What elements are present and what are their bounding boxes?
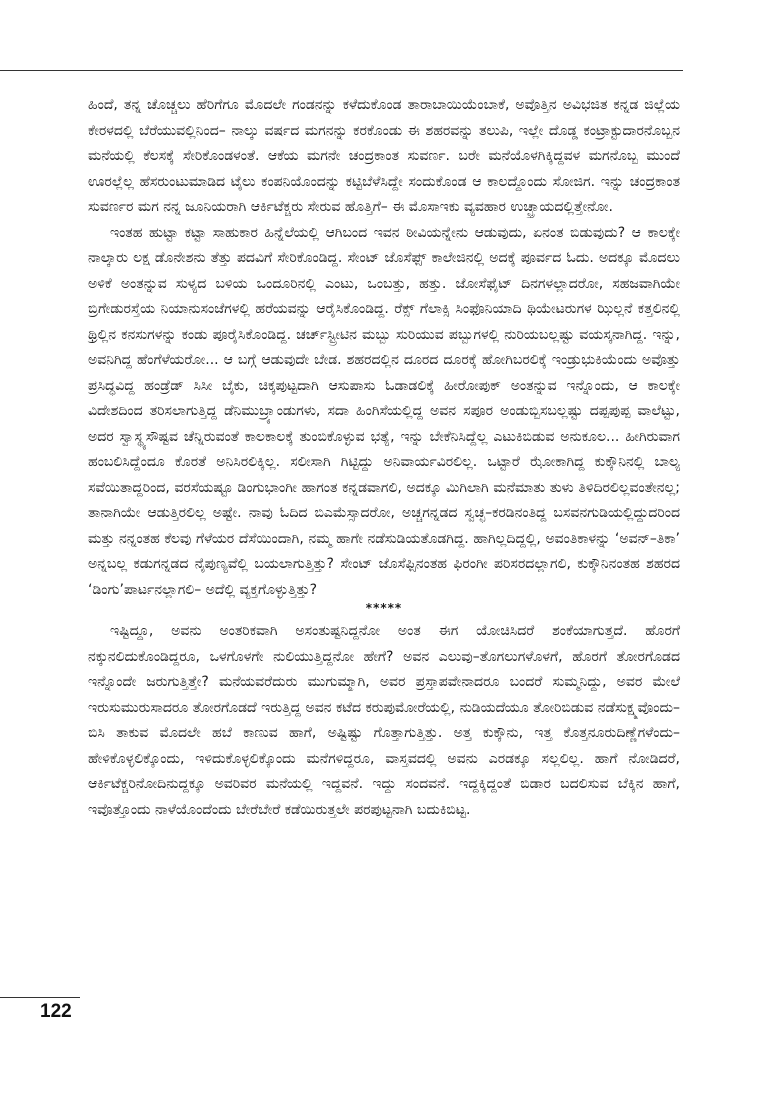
header-rule (0, 70, 683, 71)
body-text (88, 93, 680, 823)
paragraph-2: ಇಂತಹ ಹುಟ್ಟಾ ಕಟ್ಟಾ ಸಾಹುಕಾರ ಹಿನ್ನೆಲೆಯಲ್ಲಿ ಆಗಿಬಂದ ಇವನ ಠೀವಿಯನ್ನೇನು ಆಡುವುದು, ಏನಂತ ಬಿಡುವುದು? ಆ ಕಾಲಕ್ಕೇ ನಾಲ್ಕಾರು ಲಕ್ಷ ಡೊನೇಶನು ತೆತ್ತು ಪದವಿಗೆ ಸೇರಿಕೊಂಡಿದ್ದ. ಸೇಂಟ್ ಜೊಸೆಫ್ಸ್ ಕಾಲೇಜಿನಲ್ಲಿ ಅದಕ್ಕೆ ಪೂರ್ವದ ಓದು. ಅದಕ್ಕೂ ಮೊದಲು ಅಳಿಕೆ ಅಂತನ್ನುವ ಸುಳ್ಯದ ಬಳಿಯ ಒಂದೂರಿನಲ್ಲಿ ಎಂಟು, ಒಂಬತ್ತು, ಹತ್ತು. ಜೋಸೆಫೈಟ್ ದಿನಗಳಲ್ಲಾದರೋ, ಸಹಜವಾಗಿಯೇ ಬ್ರಿಗೇಡುರಸ್ತೆಯ ನಿಯಾನುಸಂಜೆಗಳಲ್ಲಿ ಹರೆಯವನ್ನು ಆರೈಸಿಕೊಂಡಿದ್ದ. ರೆಕ್ಸ್ ಗೆಲಾಕ್ಸಿ ಸಿಂಫೊನಿಯಾದಿ ಥಿಯೇಟರುಗಳ ಝಿಲ್ಲನೆ ಕತ್ತಲಿನಲ್ಲಿ ಥ್ರಿಲ್ಲಿನ ಕನಸುಗಳನ್ನು ಕಂಡು ಪೂರೈಸಿಕೊಂಡಿದ್ದ. ಚರ್ಚ್‌ಸ್ಟ್ರೀಟಿನ ಮಬ್ಬು ಸುರಿಯುವ ಪಬ್ಬುಗಳಲ್ಲಿ ನುರಿಯಬಲ್ಲಷ್ಟು ವಯಸ್ಕನಾಗಿದ್ದ. ಇನ್ನು, ಅವನಿಗಿದ್ದ ಹೆಂಗೆಳೆಯರೋ... ಆ ಬಗ್ಗೆ ಆಡುವುದೇ ಬೇಡ. ಶಹರದಲ್ಲಿನ ದೂರದ ದೂರಕ್ಕೆ ಹೋಗಿಬರಲಿಕ್ಕೆ ಇಂಡ್ರುಭುಕಿಯೆಂದು ಅವೊತ್ತು ಪ್ರಸಿದ್ಧವಿದ್ದ ಹಂಡ್ರೆಡ್ ಸಿಸೀ ಬೈಕು, ಚಿಕ್ಕಪುಟ್ಟದಾಗಿ ಆಸುಪಾಸು ಓಡಾಡಲಿಕ್ಕೆ ಹೀರೋಪುಕ್ ಅಂತನ್ನುವ ಇನ್ನೊಂದು, ಆ ಕಾಲಕ್ಕೇ ವಿದೇಶದಿಂದ ತರಿಸಲಾಗುತ್ತಿದ್ದ ಡೆನಿಮುಬ್ರ್ಯಾಂಡುಗಳು, ಸದಾ ಹಿಂಗಿಸೆಯಲ್ಲಿದ್ದ ಅವನ ಸಪೂರ ಅಂಡುಬ್ಬಿಸಬಲ್ಲಷ್ಟು ದಪ್ಪಪುಪ್ಪ ವಾಲೆಟ್ಟು, ಅದರ ಸ್ವಾಸ್ಥ್ಯಸೌಷ್ಟವ ಚೆನ್ನಿರುವಂತೆ ಕಾಲಕಾಲಕ್ಕೆ ತುಂಬಿಕೊಳ್ಳುವ ಭತ್ಯೆ, ಇನ್ನು ಬೇಕೆನಿಸಿದ್ದೆಲ್ಲ ಎಟುಕಿಬಿಡುವ ಅನುಕೂಲ... ಹೀಗಿರುವಾಗ ಹಂಬಲಿಸಿದ್ದೆಂದೂ ಕೊರತೆ ಅನಿಸಿರಲಿಕ್ಕಿಲ್ಲ. ಸಲೀಸಾಗಿ ಗಿಟ್ಟಿದ್ದು ಅನಿವಾರ್ಯವಿರಲಿಲ್ಲ. ಒಟ್ಟಾರೆ ಝೋಕಾಗಿದ್ದ ಕುಕ್ಕೌನಿನಲ್ಲಿ ಬಾಲ್ಯ ಸವೆಯಿತಾದ್ದರಿಂದ, ವರಸೆಯಷ್ಟೂ ಡಿಂಗುಭಾಂಗೀ ಹಾಗಂತ ಕನ್ನಡವಾಗಲಿ, ಅದಕ್ಕೂ ಮಿಗಿಲಾಗಿ ಮನೆಮಾತು ತುಳು ತಿಳಿದಿರಲಿಲ್ಲವಂತೇನಲ್ಲ; ತಾನಾಗಿಯೇ ಆಡುತ್ತಿರಲಿಲ್ಲ ಅಷ್ಟೇ. ನಾವು ಓದಿದ ಬಿಎಮೆಸ್ಸಾದರೋ, ಅಚ್ಚಗನ್ನಡದ ಸ್ವಚ್ಛ–ಕರಡಿನಂತಿದ್ದ ಬಸವನಗುಡಿಯಲ್ಲಿದ್ದುದರಿಂದ ಮತ್ತು ನನ್ನಂತಹ ಕೆಲವು ಗೆಳೆಯರ ದೆಸೆಯಿಂದಾಗಿ, ನಮ್ಮ ಹಾಗೇ ನಡೆಸುಡಿಯತೊಡಗಿದ್ದ. ಹಾಗಿಲ್ಲದಿದ್ದಲ್ಲಿ, ಅವಂತಿಕಾಳನ್ನು ‘ಅವನ್–ತಿಕಾ’ ಅನ್ನಬಲ್ಲ ಕಡುಗನ್ನಡದ ನೈಪುಣ್ಯವೆಲ್ಲಿ ಬಯಲಾಗುತ್ತಿತ್ತು? ಸೇಂಟ್ ಜೊಸೆಫ್ಸಿನಂತಹ ಫಿರಂಗೀ ಪರಿಸರದಲ್ಲಾಗಲಿ, ಕುಕ್ಕೌನಿನಂತಹ ಶಹರದ ‘ಡಿಂಗು’ಪಾರ್ಟನಲ್ಲಾಗಲಿ– ಅದೆಲ್ಲಿ ವ್ಯಕ್ತಗೊಳ್ಳುತ್ತಿತ್ತು? (88, 224, 680, 598)
paragraph-1: ಹಿಂದೆ, ತನ್ನ ಚೊಚ್ಚಲು ಹೆರಿಗೆಗೂ ಮೊದಲೇ ಗಂಡನನ್ನು ಕಳೆದುಕೊಂಡ ತಾರಾಬಾಯಿಯೆಂಬಾಕೆ, ಅವೊತ್ತಿನ ಅವಿಭಜಿತ ಕನ್ನಡ ಜಿಲ್ಲೆಯ ಕೇರಳದಲ್ಲಿ ಬೆರೆಯುವಲ್ಲಿನಿಂದ– ನಾಲ್ಕು ವರ್ಷದ ಮಗನನ್ನು ಕರಕೊಂಡು ಈ ಶಹರವನ್ನು ತಲುಪಿ, ಇಲ್ಲೇ ದೊಡ್ಡ ಕಂಟ್ರಾಕ್ಟುದಾರನೊಬ್ಬನ ಮನೆಯಲ್ಲಿ ಕೆಲಸಕ್ಕೆ ಸೇರಿಕೊಂಡಳಂತೆ. ಆಕೆಯ ಮಗನೇ ಚಂದ್ರಕಾಂತ ಸುವರ್ಣ. ಬರೇ ಮನೆಯೊಳಗಿಕ್ಕಿದ್ದವಳ ಮಗನೊಬ್ಬ ಮುಂದೆ ಊರಲ್ಲೆಲ್ಲ ಹೆಸರುಂಟುಮಾಡಿದ ಟೈಲು ಕಂಪನಿಯೊಂದನ್ನು ಕಟ್ಟಿಬೆಳೆಸಿದ್ದೇ ಸಂದುಕೊಂಡ ಆ ಕಾಲದ್ದೊಂದು ಸೋಜಿಗ. ಇನ್ನು ಚಂದ್ರಕಾಂತ ಸುವರ್ಣರ ಮಗ ನನ್ನ ಜೂನಿಯರಾಗಿ ಆರ್ಕಿಟೆಕ್ಚರು ಸೇರುವ ಹೊತ್ತಿಗೆ– ಈ ಮೊಸಾಇಕು ವ್ಯವಹಾರ ಉಚ್ಛ್ರಾಯದಲ್ಲಿತ್ತೇನೋ. (88, 97, 680, 215)
footer-rule (0, 997, 80, 998)
paragraph-3: ಇಷ್ಟಿದ್ದೂ, ಅವನು ಅಂತರಿಕವಾಗಿ ಅಸಂತುಷ್ಟನಿದ್ದನೋ ಅಂತ ಈಗ ಯೋಚಿಸಿದರೆ ಶಂಕೆಯಾಗುತ್ತದೆ. ಹೊರಗೆ ನಕ್ಕುನಲಿದುಕೊಂಡಿದ್ದರೂ, ಒಳಗೊಳಗೇ ನುಲಿಯುತ್ತಿದ್ದನೋ ಹೇಗೆ? ಅವನ ಎಲುವು–ತೊಗಲುಗಳೊಳಗೆ, ಹೊರಗೆ ತೋರಗೊಡದ ಇನ್ನೊಂದೇ ಜರುಗುತ್ತಿತ್ತೇ? ಮನೆಯವರೆದುರು ಮುಗುಮ್ಮಾಗಿ, ಅವರ ಪ್ರಸ್ತಾಪವೇನಾದರೂ ಬಂದರೆ ಸುಮ್ಮನಿದ್ದು, ಅವರ ಮೇಲೆ ಇರುಸುಮುರುಸಾದರೂ ತೋರಗೊಡದೆ ಇರುತ್ತಿದ್ದ ಅವನ ಕಟೆದ ಕರುಪುಮೋರೆಯಲ್ಲಿ, ನುಡಿಯದೆಯೂ ತೋರಿಬಿಡುವ ನಡೆಸುಕ್ಷ್ಮವೊಂದು– ಬಿಸಿ ತಾಕುವ ಮೊದಲೇ ಹಬೆ ಕಾಣುವ ಹಾಗೆ, ಅಷ್ಟಿಷ್ಟು ಗೊತ್ತಾಗುತ್ತಿತ್ತು. ಅತ್ತ ಕುಕ್ಕೌನು, ಇತ್ತ ಕೊತ್ತನೂರುದಿಣ್ಣೆಗಳೆಂದು– ಹೇಳಿಕೊಳ್ಳಲಿಕ್ಕೊಂದು, ಇಳಿದುಕೊಳ್ಳಲಿಕ್ಕೊಂದು ಮನೆಗಳಿದ್ದರೂ, ವಾಸ್ತವದಲ್ಲಿ ಅವನು ಎರಡಕ್ಕೂ ಸಲ್ಲಲಿಲ್ಲ. ಹಾಗೆ ನೋಡಿದರೆ, ಆರ್ಕಿಟೆಕ್ಚರಿನೋದಿನುದ್ದಕ್ಕೂ ಅವರಿವರ ಮನೆಯಲ್ಲಿ ಇದ್ದವನೆ. ಇದ್ದು ಸಂದವನೆ. ಇದ್ದಕ್ಕಿದ್ದಂತೆ ಬಿಡಾರ ಬದಲಿಸುವ ಬೆಕ್ಕಿನ ಹಾಗೆ, ಇವೊತ್ತೊಂದು ನಾಳೆಯೊಂದೆಂದು ಬೇರೆಬೇರೆ ಕಡೆಯಿರುತ್ತಲೇ ಪರಪುಟ್ಟನಾಗಿ ಬದುಕಿಬಿಟ್ಟ. (88, 623, 680, 818)
page-number: 122 (40, 1001, 72, 1022)
section-separator: ***** (365, 601, 403, 615)
